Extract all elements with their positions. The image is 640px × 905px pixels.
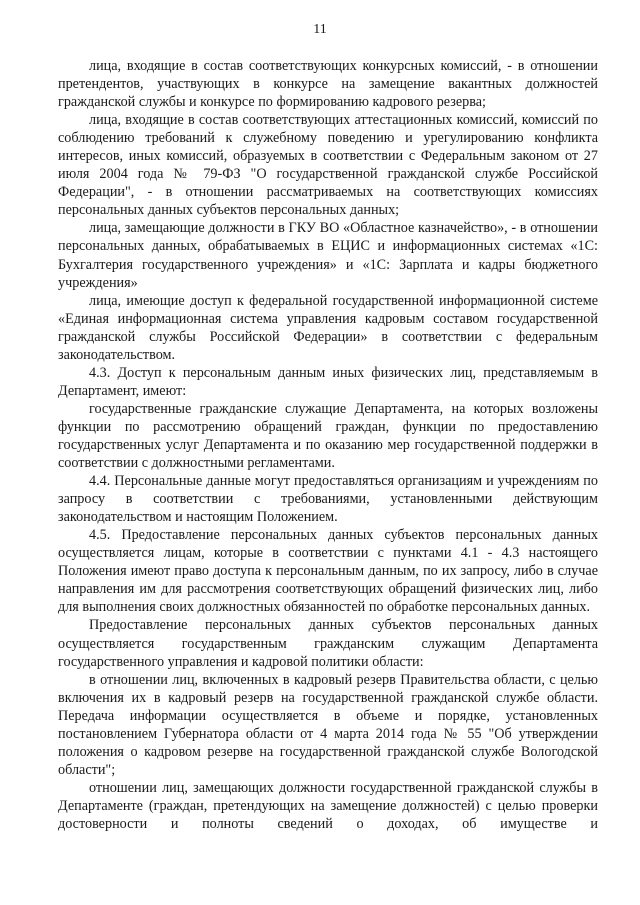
paragraph-personnel-reserve: в отношении лиц, включенных в кадровый резерв Правительства области, с целью включения их в кадровый резерв на государственной гражданской службе области. Передача информации осуществляется в объеме и порядке, установленных постановлением Губернатора области от 4 марта 2014 года № 55 "Об утверждении положения о кадровом резерве на государственной гражданской службе Вологодской области"; — [58, 671, 598, 778]
paragraph-4-3: 4.3. Доступ к персональным данным иных физических лиц, представляемым в Департамент, имеют: — [58, 364, 598, 399]
document-body — [58, 57, 598, 833]
paragraph-4-4: 4.4. Персональные данные могут предоставляться организациям и учреждениям по запросу в соответствии с требованиями, установленными действующим законодательством и настоящим Положением. — [58, 473, 598, 526]
paragraph-attestation-commissions: лица, входящие в состав соответствующих аттестационных комиссий, комиссий по соблюдению требований к служебному поведению и урегулированию конфликта интересов, иных комиссий, образуемых в соответствии с Федеральным законом от 27 июля 2004 года № 79-ФЗ "О государственной гражданской службе Российской Федерации", - в отношении рассматриваемых на соответствующих комиссиях персональных данных субъектов персональных данных; — [58, 112, 598, 219]
paragraph-treasury: лица, замещающие должности в ГКУ ВО «Областное казначейство», - в отношении персональных данных, обрабатываемых в ЕЦИС и информационных системах «1С: Бухгалтерия государственного учреждения» и «1С: Зарплата и кадры бюджетного учреждения» — [58, 220, 598, 291]
paragraph-provision: Предоставление персональных данных субъектов персональных данных осуществляется государственным гражданским служащим Департамента государственного управления и кадровой политики области: — [58, 617, 598, 670]
paragraph-4-5: 4.5. Предоставление персональных данных субъектов персональных данных осуществляется лицам, которые в соответствии с пунктами 4.1 - 4.3 настоящего Положения имеют право доступа к персональным данным, по их запросу, либо в случае направления им для рассмотрения соответствующих обращений физических лиц, либо для выполнения своих должностных обязанностей по обработке персональных данных. — [58, 527, 598, 616]
page-number: 11 — [313, 22, 327, 37]
paragraph-federal-system: лица, имеющие доступ к федеральной государственной информационной системе «Единая информационная система управления кадровым составом государственной гражданской службы Российской Федерации» в соответствии с федеральным законодательством. — [58, 292, 598, 363]
paragraph-civil-service-positions: отношении лиц, замещающих должности государственной гражданской службы в Департаменте (граждан, претендующих на замещение должностей) с целью проверки достоверности и полноты сведений о доходах, об имуществе и — [58, 779, 598, 832]
paragraph-civil-servants: государственные гражданские служащие Департамента, на которых возложены функции по рассмотрению обращений граждан, функции по предоставлению государственных услуг Департамента и по оказанию мер государственной поддержки в соответствии с должностными регламентами. — [58, 400, 598, 472]
paragraph-competition-commissions: лица, входящие в состав соответствующих конкурсных комиссий, - в отношении претендентов, участвующих в конкурсе на замещение вакантных должностей гражданской службы и конкурсе по формированию кадрового резерва; — [58, 58, 598, 111]
